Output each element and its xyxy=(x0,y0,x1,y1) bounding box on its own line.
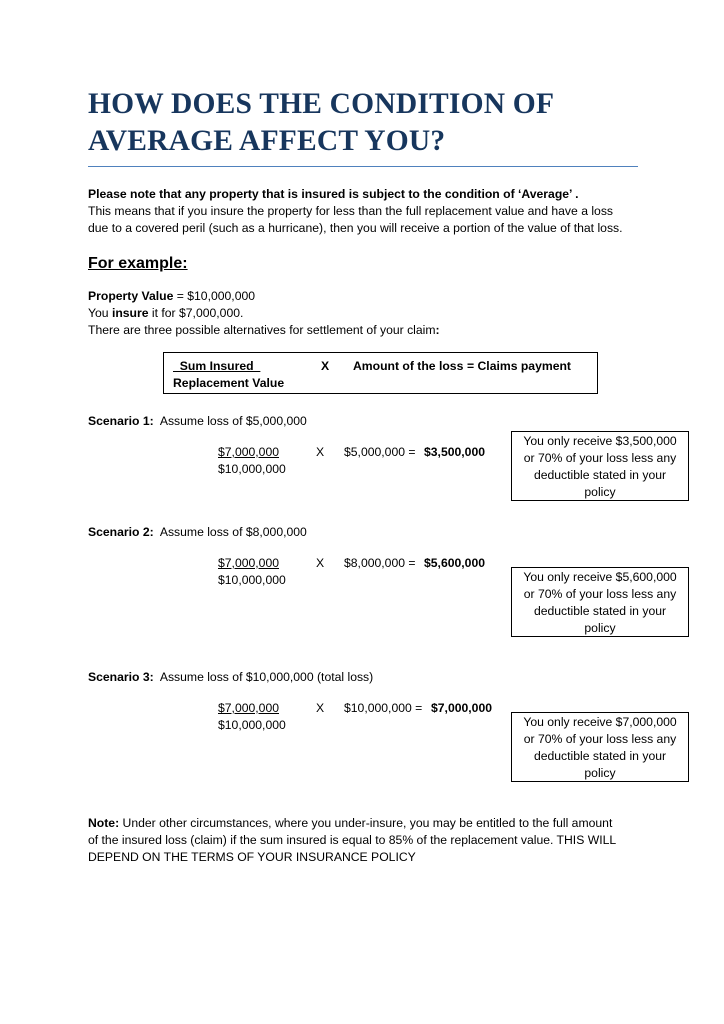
scenario-label: Scenario 2: xyxy=(88,525,154,539)
note-line-3: DEPEND ON THE TERMS OF YOUR INSURANCE POLICY xyxy=(88,850,416,864)
scenario-2-numerator: $7,000,000 xyxy=(218,556,279,570)
scenario-1-denominator: $10,000,000 xyxy=(218,462,286,476)
callout-line: policy xyxy=(584,485,616,499)
scenario-3-numerator: $7,000,000 xyxy=(218,701,279,715)
callout-line: or 70% of your loss less any xyxy=(523,587,677,601)
formula-sum-insured: Sum Insured xyxy=(173,359,261,373)
callout-line: deductible stated in your xyxy=(533,749,667,763)
intro-line-2: This means that if you insure the property for less than the full replacement value and have a loss xyxy=(88,204,614,218)
callout-line: You only receive $7,000,000 xyxy=(523,715,677,729)
callout-line: deductible stated in your xyxy=(533,468,667,482)
scenario-1-loss: $5,000,000 = xyxy=(344,445,416,459)
scenario-3-times: X xyxy=(316,701,325,715)
property-value-line xyxy=(88,288,255,305)
callout-line: You only receive $3,500,000 xyxy=(523,434,677,448)
formula-amount-of-loss: Amount of the loss xyxy=(353,359,464,373)
page-title: HOW DOES THE CONDITION OF AVERAGE AFFECT YOU? xyxy=(88,88,554,157)
alternatives-text: There are three possible alternatives for settlement of your claim xyxy=(88,323,436,337)
scenario-description: Assume loss of $8,000,000 xyxy=(153,525,307,539)
property-value-amount: = $10,000,000 xyxy=(173,289,256,303)
alternatives-colon: : xyxy=(435,323,440,337)
callout-line: or 70% of your loss less any xyxy=(523,732,677,746)
scenario-description: Assume loss of $10,000,000 (total loss) xyxy=(153,670,374,684)
scenario-description: Assume loss of $5,000,000 xyxy=(153,414,307,428)
scenario-1-heading xyxy=(88,413,307,430)
formula-times: X xyxy=(321,359,330,373)
scenario-3-payment: $7,000,000 xyxy=(431,701,492,715)
scenario-2-times: X xyxy=(316,556,325,570)
formula-replacement-value: Replacement Value xyxy=(173,376,285,390)
scenario-2-heading xyxy=(88,524,307,541)
intro-bold-line: Please note that any property that is insured is subject to the condition of ‘Average’ . xyxy=(88,187,579,201)
insure-suffix: it for $7,000,000. xyxy=(148,306,244,320)
note-line-2: of the insured loss (claim) if the sum insured is equal to 85% of the replacement value. THIS WILL xyxy=(88,833,617,847)
insure-line xyxy=(88,305,243,322)
scenario-2-loss: $8,000,000 = xyxy=(344,556,416,570)
note-label: Note: xyxy=(88,816,120,830)
scenario-label: Scenario 1: xyxy=(88,414,154,428)
scenario-3-loss: $10,000,000 = xyxy=(344,701,423,715)
scenario-3-callout xyxy=(511,712,689,782)
scenario-3-denominator: $10,000,000 xyxy=(218,718,286,732)
property-value-label: Property Value xyxy=(88,289,174,303)
callout-line: You only receive $5,600,000 xyxy=(523,570,677,584)
note-text-1: Under other circumstances, where you under-insure, you may be entitled to the full amount xyxy=(119,816,613,830)
scenario-1-numerator: $7,000,000 xyxy=(218,445,279,459)
scenario-2-denominator: $10,000,000 xyxy=(218,573,286,587)
formula-claims-payment: = Claims payment xyxy=(467,359,571,373)
title-divider xyxy=(88,166,638,167)
callout-line: policy xyxy=(584,621,616,635)
example-heading: For example: xyxy=(88,255,188,272)
callout-line: policy xyxy=(584,766,616,780)
callout-line: deductible stated in your xyxy=(533,604,667,618)
scenario-label: Scenario 3: xyxy=(88,670,154,684)
insure-prefix: You xyxy=(88,306,112,320)
note-line-1 xyxy=(88,815,612,832)
scenario-2-callout xyxy=(511,567,689,637)
intro-line-3: due to a covered peril (such as a hurricane), then you will receive a portion of the value of that loss. xyxy=(88,221,623,235)
scenario-1-callout xyxy=(511,431,689,501)
callout-line: or 70% of your loss less any xyxy=(523,451,677,465)
scenario-2-payment: $5,600,000 xyxy=(424,556,485,570)
scenario-1-times: X xyxy=(316,445,325,459)
scenario-3-heading xyxy=(88,669,373,686)
scenario-1-payment: $3,500,000 xyxy=(424,445,485,459)
insure-word: insure xyxy=(111,306,149,320)
alternatives-line xyxy=(88,322,440,339)
